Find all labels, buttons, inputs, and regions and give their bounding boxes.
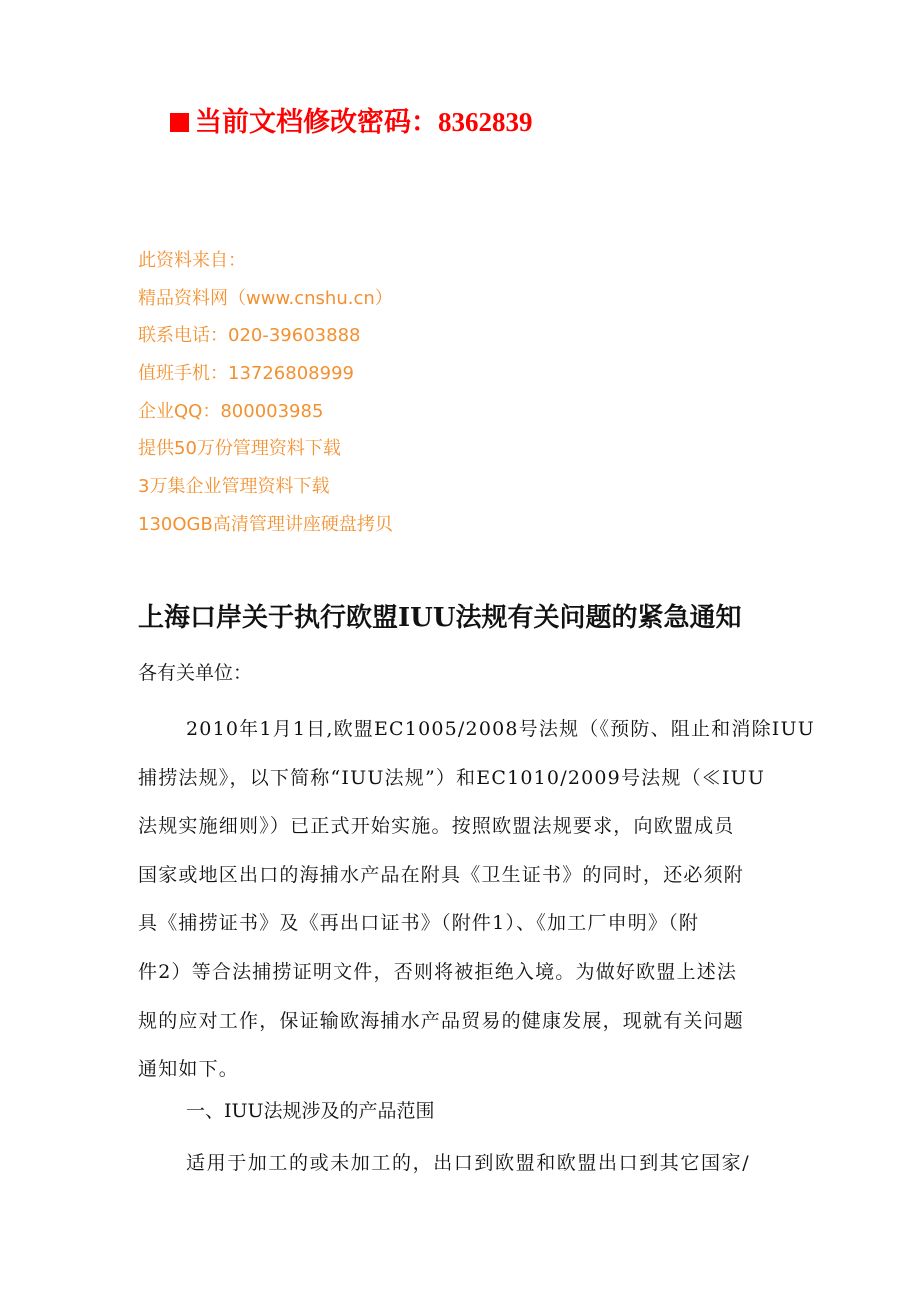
ad-line-source: 此资料来自：	[138, 250, 246, 271]
password-label: 当前文档修改密码：	[195, 107, 438, 138]
paragraph-line: 2010年1月1日,欧盟EC1005/2008号法规（《预防、阻止和消除IUU	[186, 718, 815, 740]
password-notice	[170, 104, 533, 141]
section-text: 适用于加工的或未加工的，出口到欧盟和欧盟出口到其它国家/	[186, 1152, 751, 1174]
section-heading: 一、IUU法规涉及的产品范围	[186, 1100, 435, 1122]
ad-line-mobile: 值班手机：13726808999	[138, 363, 354, 385]
red-square-icon	[170, 113, 189, 132]
paragraph-line: 件2）等合法捕捞证明文件，否则将被拒绝入境。为做好欧盟上述法	[138, 960, 738, 983]
salutation: 各有关单位：	[138, 662, 253, 684]
paragraph-line: 国家或地区出口的海捕水产品在附具《卫生证书》的同时，还必须附	[138, 863, 745, 886]
ad-line-offer-2: 3万集企业管理资料下载	[138, 476, 330, 498]
paragraph-line: 通知如下。	[138, 1058, 240, 1081]
source-ad-block	[138, 242, 393, 544]
document-title: 上海口岸关于执行欧盟IUU法规有关问题的紧急通知	[138, 603, 742, 633]
ad-line-offer-1: 提供50万份管理资料下载	[138, 438, 341, 460]
ad-line-website: 精品资料网（www.cnshu.cn）	[138, 287, 393, 309]
paragraph-line: 规的应对工作，保证输欧海捕水产品贸易的健康发展，现就有关问题	[138, 1009, 745, 1032]
body-paragraph	[138, 705, 815, 1094]
paragraph-line: 法规实施细则》）已正式开始实施。按照欧盟法规要求，向欧盟成员	[138, 815, 735, 838]
ad-line-qq: 企业QQ：800003985	[138, 400, 324, 422]
ad-line-offer-3: 130OGB高清管理讲座硬盘拷贝	[138, 513, 393, 535]
paragraph-line: 捕捞法规》，以下简称“IUU法规”）和EC1010/2009号法规（≪IUU	[138, 766, 766, 789]
password-value: 8362839	[438, 107, 533, 137]
ad-line-phone: 联系电话：020-39603888	[138, 325, 361, 347]
paragraph-line: 具《捕捞证书》及《再出口证书》（附件1）、《加工厂申明》（附	[138, 912, 700, 935]
